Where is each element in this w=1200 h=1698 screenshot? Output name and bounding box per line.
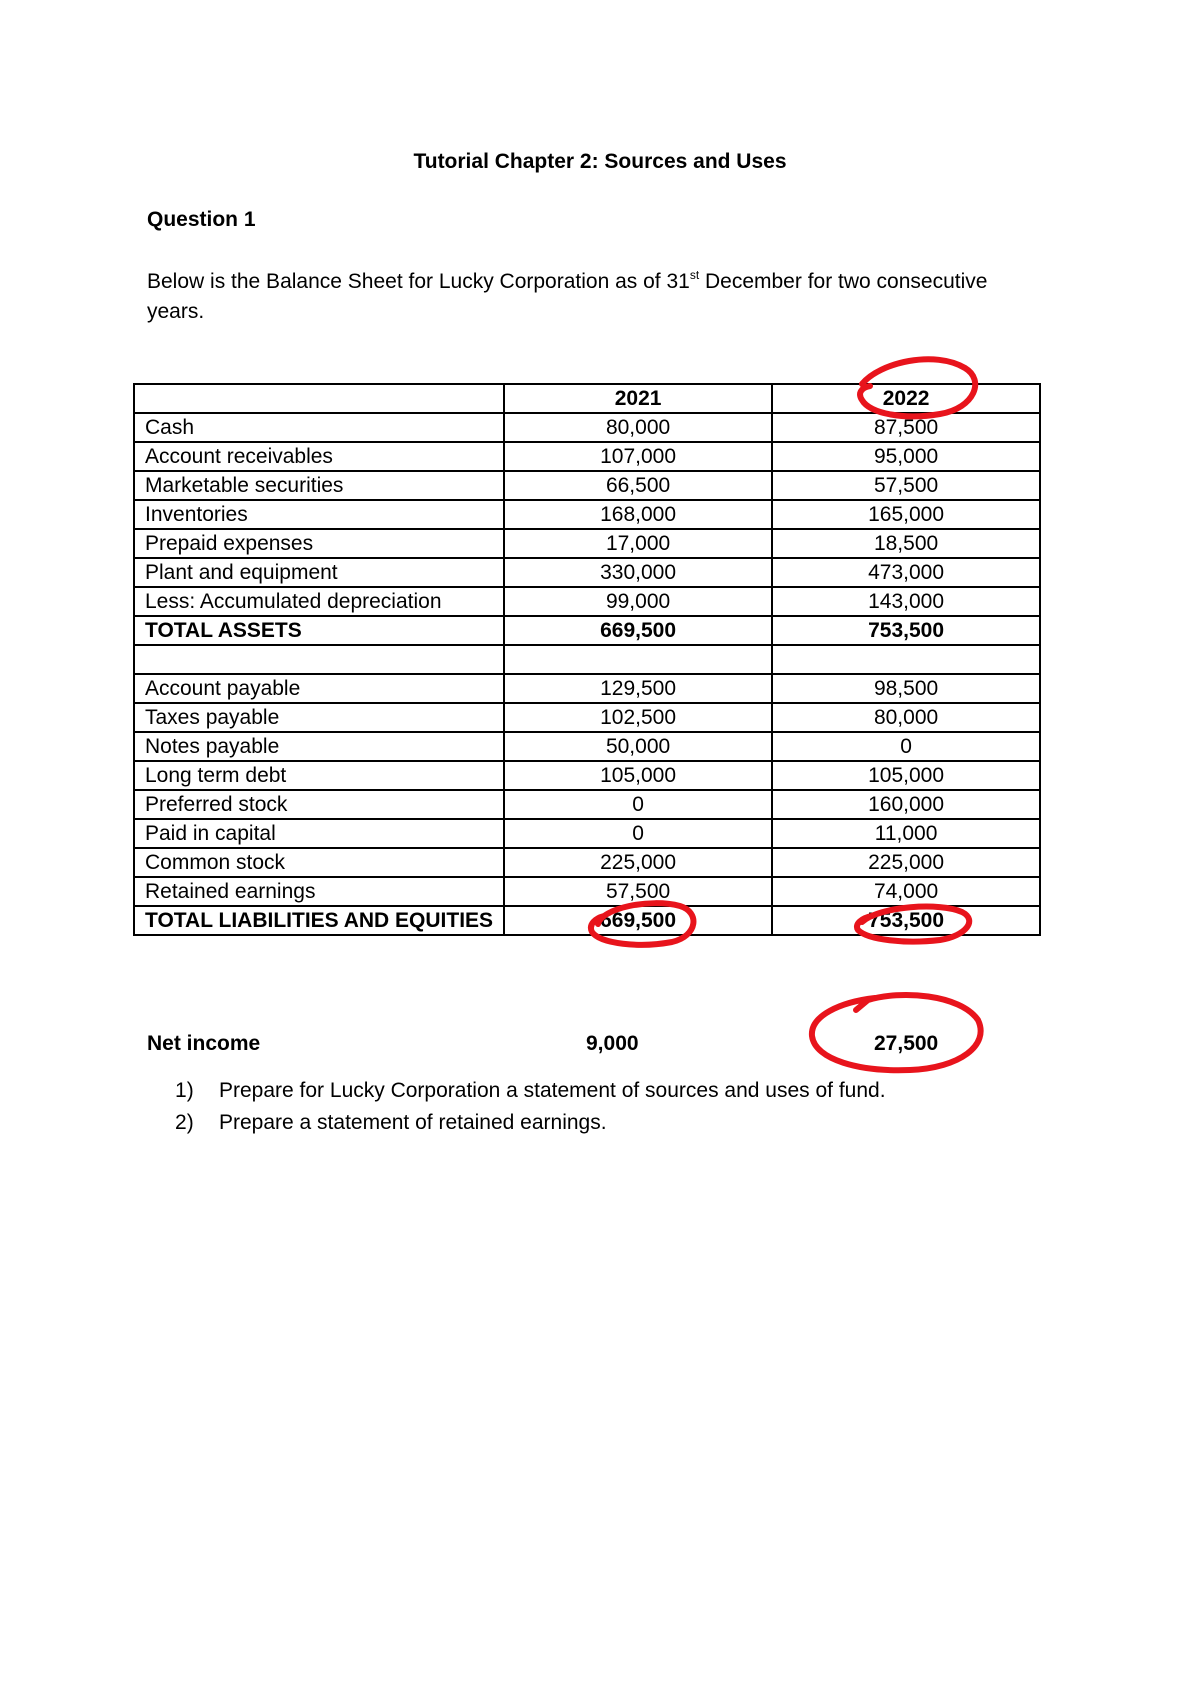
value-2022: 18,500 [772, 529, 1040, 558]
table-row [134, 413, 1040, 442]
value-2021: 50,000 [504, 732, 772, 761]
table-row [134, 732, 1040, 761]
row-label: Plant and equipment [134, 558, 504, 587]
value-2021: 102,500 [504, 703, 772, 732]
total-assets-row [134, 616, 1040, 645]
question-heading: Question 1 [147, 208, 256, 231]
value-2022: 473,000 [772, 558, 1040, 587]
balance-sheet-table [133, 383, 1041, 936]
value-2022: 753,500 [772, 906, 1040, 935]
value-2021: 107,000 [504, 442, 772, 471]
row-label: Long term debt [134, 761, 504, 790]
table-row [134, 790, 1040, 819]
intro-superscript: st [689, 268, 700, 282]
value-2021: 105,000 [504, 761, 772, 790]
value-2021: 168,000 [504, 500, 772, 529]
value-2022: 753,500 [772, 616, 1040, 645]
row-label: Paid in capital [134, 819, 504, 848]
row-label: Common stock [134, 848, 504, 877]
table-row [134, 703, 1040, 732]
value-2022: 98,500 [772, 674, 1040, 703]
intro-text-end: December for two consecutive years. [147, 270, 988, 323]
value-2022: 165,000 [772, 500, 1040, 529]
value-2021: 0 [504, 819, 772, 848]
header-2022: 2022 [772, 384, 1040, 413]
value-2022: 105,000 [772, 761, 1040, 790]
row-label: TOTAL ASSETS [134, 616, 504, 645]
table-row [134, 529, 1040, 558]
intro-paragraph [147, 267, 1047, 327]
value-2022: 11,000 [772, 819, 1040, 848]
row-label: Prepaid expenses [134, 529, 504, 558]
table-row [134, 674, 1040, 703]
row-label: Notes payable [134, 732, 504, 761]
value-2021: 66,500 [504, 471, 772, 500]
empty-cell [772, 645, 1040, 674]
table-row [134, 471, 1040, 500]
value-2021: 57,500 [504, 877, 772, 906]
empty-cell [134, 645, 504, 674]
value-2021: 129,500 [504, 674, 772, 703]
row-label: Less: Accumulated depreciation [134, 587, 504, 616]
net-income-2022: 27,500 [874, 1032, 939, 1055]
value-2022: 143,000 [772, 587, 1040, 616]
row-label: Account payable [134, 674, 504, 703]
row-label: Preferred stock [134, 790, 504, 819]
value-2022: 87,500 [772, 413, 1040, 442]
table-row [134, 587, 1040, 616]
value-2021: 99,000 [504, 587, 772, 616]
table-row [134, 761, 1040, 790]
value-2022: 225,000 [772, 848, 1040, 877]
net-income-label: Net income [147, 1032, 261, 1055]
value-2022: 160,000 [772, 790, 1040, 819]
value-2022: 57,500 [772, 471, 1040, 500]
value-2022: 74,000 [772, 877, 1040, 906]
row-label: Account receivables [134, 442, 504, 471]
row-label: Inventories [134, 500, 504, 529]
row-label: Taxes payable [134, 703, 504, 732]
table-row [134, 819, 1040, 848]
empty-cell [504, 645, 772, 674]
table-row [134, 877, 1040, 906]
table-row [134, 442, 1040, 471]
value-2021: 17,000 [504, 529, 772, 558]
list-item: Prepare a statement of retained earnings. [219, 1111, 607, 1134]
value-2021: 225,000 [504, 848, 772, 877]
spacer-row [134, 645, 1040, 674]
value-2021: 330,000 [504, 558, 772, 587]
value-2021: 669,500 [504, 906, 772, 935]
total-liabilities-row [134, 906, 1040, 935]
page-title: Tutorial Chapter 2: Sources and Uses [413, 150, 787, 173]
table-row [134, 558, 1040, 587]
value-2022: 0 [772, 732, 1040, 761]
value-2021: 0 [504, 790, 772, 819]
table-row [134, 848, 1040, 877]
row-label: TOTAL LIABILITIES AND EQUITIES [134, 906, 504, 935]
value-2021: 669,500 [504, 616, 772, 645]
row-label: Retained earnings [134, 877, 504, 906]
task-list [175, 1075, 886, 1139]
net-income-2021: 9,000 [586, 1032, 639, 1055]
value-2022: 80,000 [772, 703, 1040, 732]
value-2022: 95,000 [772, 442, 1040, 471]
intro-text-start: Below is the Balance Sheet for Lucky Corporation as of 31 [147, 270, 690, 293]
list-item: Prepare for Lucky Corporation a statement of sources and uses of fund. [219, 1079, 886, 1102]
header-label-cell [134, 384, 504, 413]
value-2021: 80,000 [504, 413, 772, 442]
table-header-row [134, 384, 1040, 413]
row-label: Marketable securities [134, 471, 504, 500]
table-row [134, 500, 1040, 529]
header-2021: 2021 [504, 384, 772, 413]
row-label: Cash [134, 413, 504, 442]
